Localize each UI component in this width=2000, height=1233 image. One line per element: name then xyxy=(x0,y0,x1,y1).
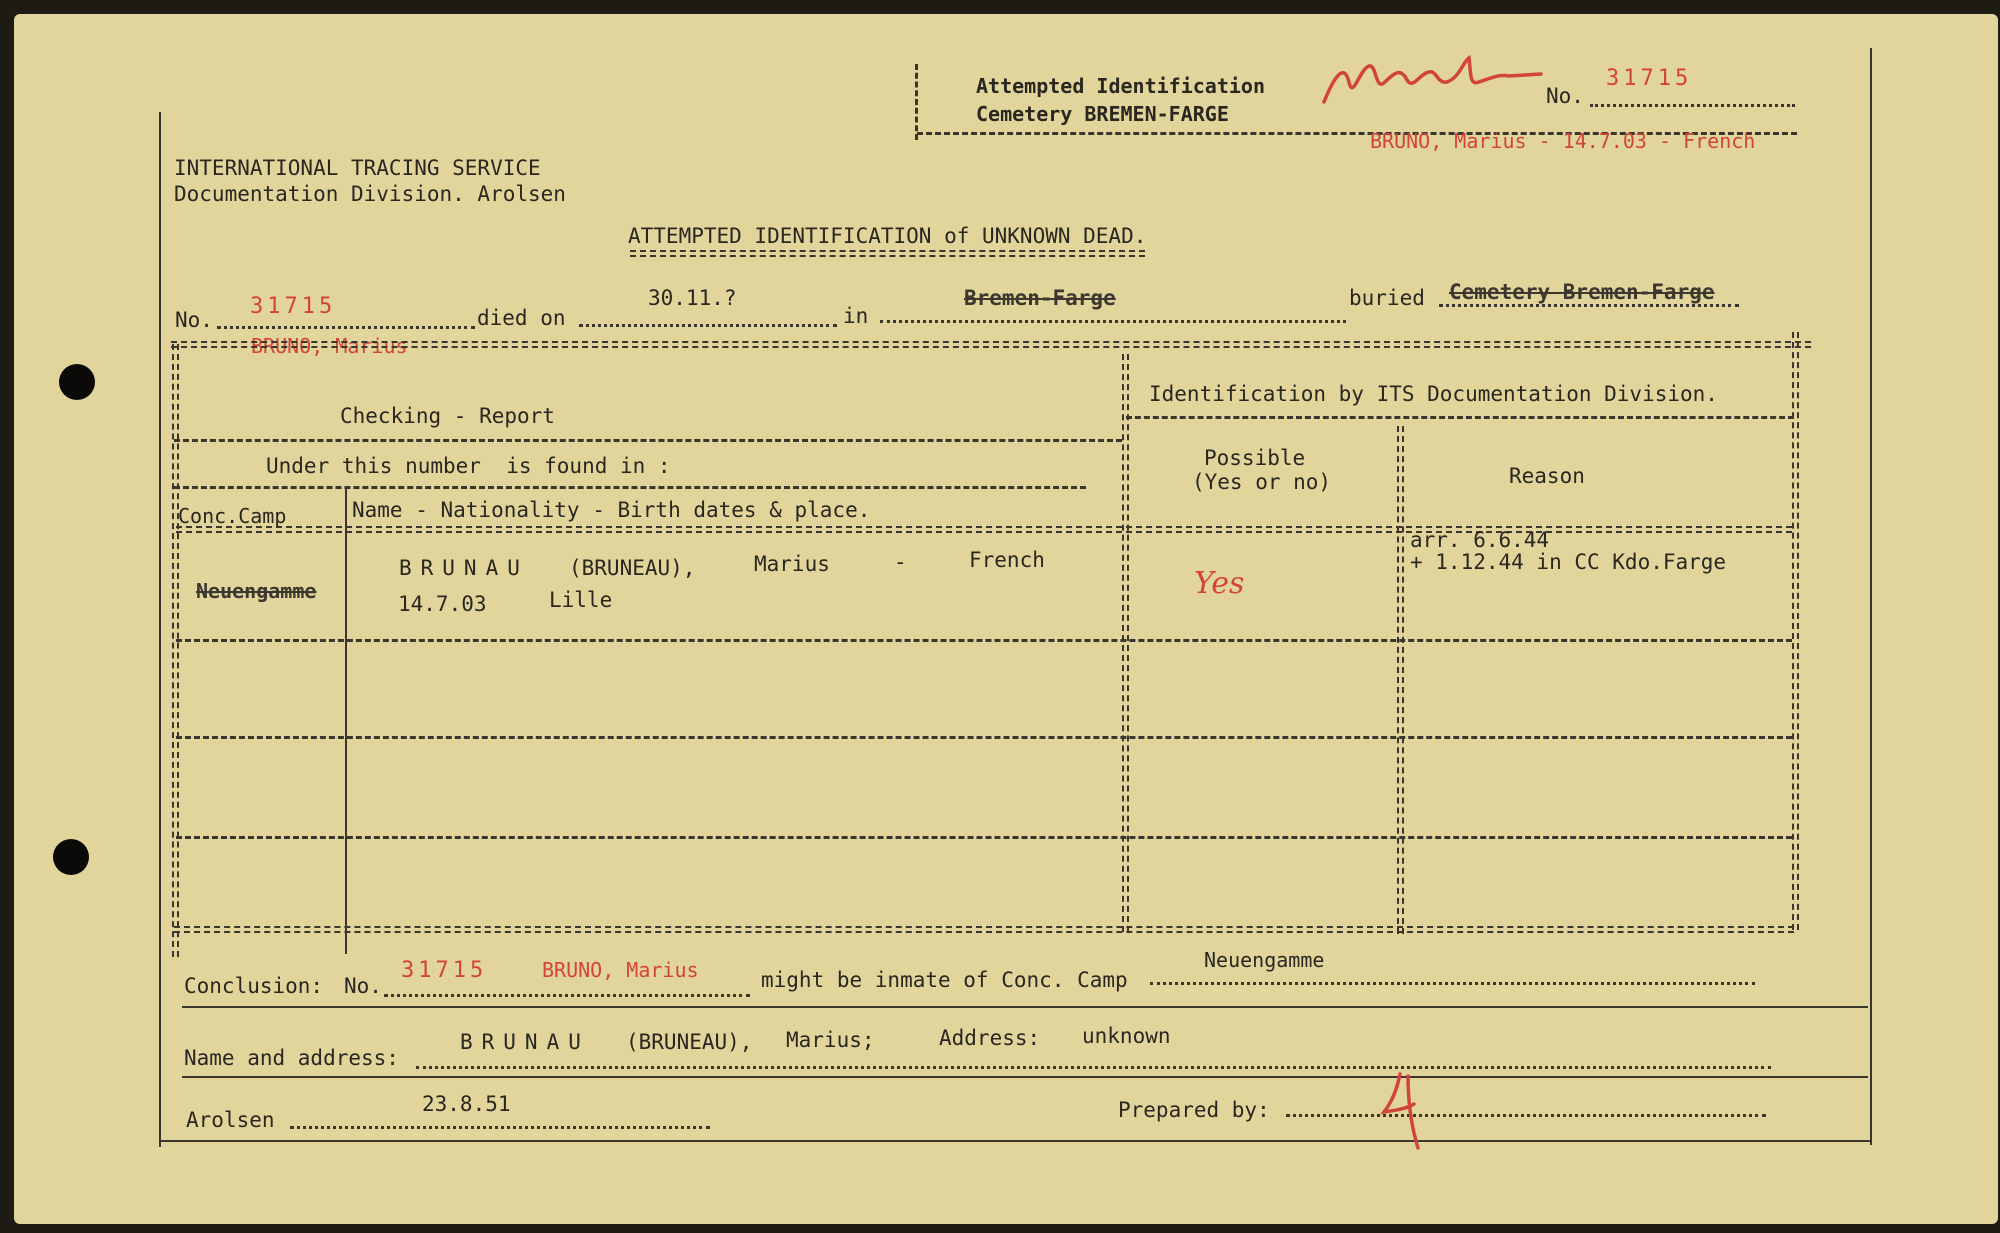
col-header-name: Name - Nationality - Birth dates & place. xyxy=(352,498,871,522)
conclusion-name: BRUNO, Marius xyxy=(542,958,699,982)
conclusion-camp-dots xyxy=(1150,982,1755,985)
header-box-line1: Attempted Identification xyxy=(976,74,1265,98)
row-camp: Neuengamme xyxy=(196,579,317,603)
record-no-dots xyxy=(217,326,475,329)
table-bottom-rule xyxy=(174,926,1794,933)
row-name: BRUNAU xyxy=(399,556,529,580)
row-birth-place: Lille xyxy=(549,588,613,612)
table-camp-rule xyxy=(345,488,347,954)
row-birth-date: 14.7.03 xyxy=(398,592,487,616)
header-box-left xyxy=(915,64,918,140)
prepared-by-dots xyxy=(1286,1114,1766,1117)
table-possible-rule xyxy=(1397,426,1404,934)
name-address-rule xyxy=(182,1076,1868,1078)
col-header-camp: Conc.Camp xyxy=(178,504,287,528)
frame-left xyxy=(159,112,161,1147)
row-1-rule xyxy=(176,639,1792,642)
found-in-rule xyxy=(174,486,1086,489)
table-left-rule xyxy=(172,344,179,957)
row-name-alt: (BRUNEAU), xyxy=(569,556,696,580)
name-address-label: Name and address: xyxy=(184,1046,399,1070)
col-header-possible-1: Possible xyxy=(1204,446,1306,470)
conclusion-text: might be inmate of Conc. Camp xyxy=(761,968,1128,992)
record-no-value: 31715 xyxy=(250,294,337,319)
record-name-annotation: BRUNO, Marius xyxy=(251,334,408,358)
row-2-rule xyxy=(176,736,1792,739)
record-no-label: No. xyxy=(175,308,213,332)
table-section-rule xyxy=(174,439,1122,442)
col-header-possible-2: (Yes or no) xyxy=(1192,470,1332,494)
conclusion-no-label: No. xyxy=(344,974,382,998)
table-right-rule xyxy=(1792,332,1799,930)
found-in-label: Under this number is found in : xyxy=(266,454,671,478)
title-underline xyxy=(630,250,1145,257)
buried-dots xyxy=(1439,304,1739,307)
conclusion-no-value: 31715 xyxy=(401,958,488,983)
made-handwriting xyxy=(1319,52,1549,112)
form-title: ATTEMPTED IDENTIFICATION of UNKNOWN DEAD. xyxy=(628,224,1147,248)
prepared-by-signature xyxy=(1378,1064,1438,1154)
place-label: Arolsen xyxy=(186,1108,275,1132)
checking-report-title: Checking - Report xyxy=(340,404,555,428)
in-dots xyxy=(880,320,1346,323)
in-label: in xyxy=(843,304,869,328)
row-reason-2: + 1.12.44 in CC Kdo.Farge xyxy=(1410,550,1727,574)
conclusion-camp: Neuengamme xyxy=(1204,948,1325,972)
buried-value: Cemetery Bremen-Farge xyxy=(1449,280,1715,304)
in-value: Bremen-Farge xyxy=(964,286,1116,310)
table-header-rule xyxy=(176,526,1792,533)
header-no-dots xyxy=(1590,104,1795,107)
died-value: 30.11.? xyxy=(648,286,737,310)
died-dots xyxy=(579,324,837,327)
row-reason-1: arr. 6.6.44 xyxy=(1410,528,1550,552)
row-3-rule xyxy=(176,836,1792,839)
date-value: 23.8.51 xyxy=(422,1092,511,1116)
name-address-name: BRUNAU xyxy=(460,1030,590,1054)
frame-bottom xyxy=(159,1140,1872,1142)
frame-right xyxy=(1870,48,1872,1145)
row-possible: Yes xyxy=(1194,566,1245,601)
address-label: Address: xyxy=(939,1026,1041,1050)
right-section-rule xyxy=(1126,416,1794,419)
name-address-first-name: Marius; xyxy=(786,1028,875,1052)
org-line2: Documentation Division. Arolsen xyxy=(174,182,566,206)
row-first-name: Marius xyxy=(754,552,830,576)
record-card xyxy=(14,14,1998,1224)
header-box-line2: Cemetery BREMEN-FARGE xyxy=(976,102,1229,126)
punch-hole-bottom xyxy=(53,839,89,875)
name-address-dots xyxy=(416,1066,1771,1069)
row-dash: - xyxy=(894,550,907,574)
died-label: died on xyxy=(477,306,566,330)
header-person-line: BRUNO, Marius - 14.7.03 - French xyxy=(1370,129,1756,153)
identification-title: Identification by ITS Documentation Division. xyxy=(1149,382,1718,406)
table-middle-rule xyxy=(1122,354,1129,932)
buried-label: buried xyxy=(1349,286,1425,310)
org-line1: INTERNATIONAL TRACING SERVICE xyxy=(174,156,541,180)
prepared-by-label: Prepared by: xyxy=(1118,1098,1270,1122)
table-top-rule xyxy=(171,341,1811,348)
conclusion-no-dots xyxy=(384,994,750,997)
punch-hole-top xyxy=(59,364,95,400)
address-value: unknown xyxy=(1082,1024,1171,1048)
date-dots xyxy=(290,1126,710,1129)
conclusion-rule xyxy=(182,1006,1868,1008)
col-header-reason: Reason xyxy=(1509,464,1585,488)
name-address-name-alt: (BRUNEAU), xyxy=(626,1030,753,1054)
conclusion-label: Conclusion: xyxy=(184,974,324,998)
row-nationality: French xyxy=(969,548,1045,572)
header-no-value: 31715 xyxy=(1606,66,1693,91)
header-no-label: No. xyxy=(1546,84,1584,108)
